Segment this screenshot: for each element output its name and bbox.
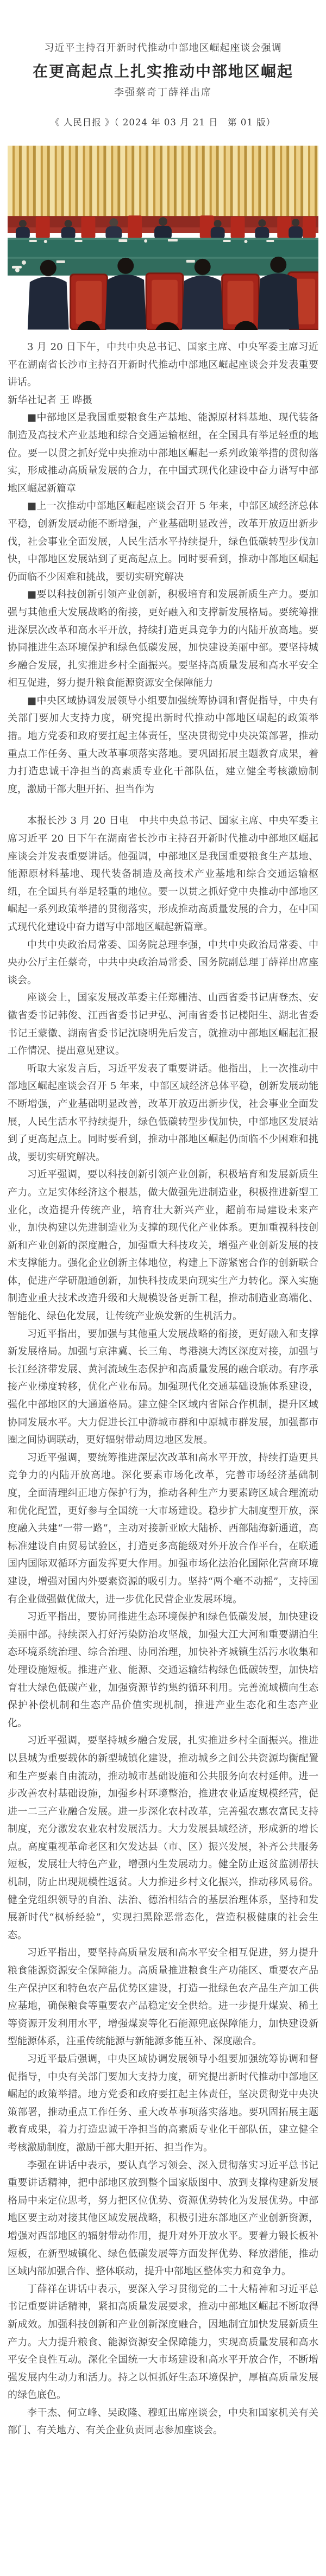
article-body bbox=[8, 812, 318, 2440]
article-paragraph: 座谈会上，国家发展改革委主任郑栅洁、山西省委书记唐登杰、安徽省委书记韩俊、江西省委书记尹弘、河南省委书记楼阳生、湖北省委书记王蒙徽、湖南省委书记沈晓明先后发言，就推动中部地区崛起汇报工作情况、提出意见建议。 bbox=[8, 992, 318, 1057]
caption-block bbox=[8, 339, 318, 409]
article-paragraph: 李干杰、何立峰、吴政隆、穆虹出席座谈会，中央和国家机关有关部门、有关地方、有关企业负责同志参加座谈会。 bbox=[8, 2407, 318, 2437]
byline: 李强蔡奇丁薛祥出席 bbox=[114, 87, 212, 98]
highlight-item: ■要以科技创新引领产业创新，积极培育和发展新质生产力。要加强与其他重大发展战略的衔接，更好融入和支撑新发展格局。要统筹推进深层次改革和高水平开放，持续打造更具竞争力的内陆开放高地。要协同推进生态环境保护和绿色低碳发展，加快建设美丽中部。要坚持城乡融合发展，扎实推进乡村全面振兴。要坚持高质量发展和高水平安全相互促进，努力提升粮食能源资源安全保障能力 bbox=[8, 589, 318, 689]
gold-curtain bbox=[8, 146, 318, 218]
article-paragraph: 习近平最后强调，中央区域协调发展领导小组要加强统筹协调和督促指导，中央有关部门要加大支持力度，研究提出新时代推动中部地区崛起的政策举措。地方党委和政府要扛起主体责任，坚决贯彻党中央决策部署，推动重点工作任务、重大改革事项落实落地。要巩固拓展主题教育成果，着力打造忠诚干净担当的高素质专业化干部队伍，建立健全考核激励制度，激励干部大胆开拓、担当作为。 bbox=[8, 2053, 318, 2153]
photo-credit: 新华社记者 王 晔摄 bbox=[8, 394, 92, 406]
article-paragraph: 习近平指出，要加强与其他重大发展战略的衔接，更好融入和支撑新发展格局。加强与京津冀、长三角、粤港澳大湾区深度对接，加强与长江经济带发展、黄河流域生态保护和高质量发展的融合联动。有序承接产业梯度转移，优化产业布局。加强现代化交通基础设施体系建设，强化中部地区的大通道格局。建立健全区域内省际合作机制，提升区域协同发展水平。大力促进长江中游城市群和中原城市群发展，加强都市圈之间协调联动，更好辐射带动周边地区发展。 bbox=[8, 1328, 318, 1446]
article-paragraph: 本报长沙 3 月 20 日电 中共中央总书记、国家主席、中央军委主席习近平 20 日下午在湖南省长沙市主持召开新时代推动中部地区崛起座谈会并发表重要讲话。他强调，中部地区是我国重要粮食生产基地、能源原材料基地、现代装备制造及高技术产业基地和综合交通运输枢纽，在全国具有举足轻重的地位。要一以贯之抓好党中央推动中部地区崛起一系列政策举措的贯彻落实，形成推动高质量发展的合力，在中国式现代化建设中奋力谱写中部地区崛起新篇章。 bbox=[8, 815, 318, 933]
article-paragraph: 丁薛祥在讲话中表示，要深入学习贯彻党的二十大精神和习近平总书记重要讲话精神，紧扣高质量发展要求，推动中部地区崛起不断取得新成效。加强科技创新和产业创新深度融合，因地制宜加快发展新质生产力。大力提升粮食、能源资源安全保障能力，实现高质量发展和高水平安全良性互动。深化全国统一大市场建设和高水平开放合作，不断增强发展内生动力和活力。持之以恒抓好生态环境保护，厚植高质量发展的绿色底色。 bbox=[8, 2283, 318, 2401]
photo-caption: 3 月 20 日下午，中共中央总书记、国家主席、中央军委主席习近平在湖南省长沙市主持召开新时代推动中部地区崛起座谈会并发表重要讲话。 bbox=[8, 341, 318, 389]
article-paragraph: 中共中央政治局常委、国务院总理李强，中共中央政治局常委、中央办公厅主任蔡奇，中共中央政治局常委、国务院副总理丁薛祥出席座谈会。 bbox=[8, 939, 318, 986]
article-paragraph: 习近平强调，要坚持城乡融合发展，扎实推进乡村全面振兴。推进以县城为重要载体的新型城镇化建设，推动城乡之间公共资源均衡配置和生产要素自由流动，推动城市基础设施和公共服务向农村延伸。进一步改善农村基础设施，加强乡村环境整治，推进农业适度规模经营，促进一二三产业融合发展。进一步深化农村改革，完善强农惠农富民支持制度，充分激发农业农村发展活力。大力发展县域经济，形成新的增长点。高度重视革命老区和欠发达县（市、区）振兴发展，补齐公共服务短板，发展壮大特色产业，增强内生发展动力。健全防止返贫监测帮扶机制，防止出现规模性返贫。大力推进乡村文化振兴，推动移风易俗。健全党组织领导的自治、法治、德治相结合的基层治理体系，坚持和发展新时代“枫桥经验”，实现扫黑除恶常态化，营造积极健康的社会生态。 bbox=[8, 1735, 318, 1941]
kicker-line: 习近平主持召开新时代推动中部地区崛起座谈会强调 bbox=[44, 42, 282, 54]
highlight-summary-section bbox=[8, 409, 318, 798]
article-paragraph: 习近平强调，要统筹推进深层次改革和高水平开放，持续打造更具竞争力的内陆开放高地。深化要素市场化改革，完善市场经济基础制度，全面清理纠正地方保护行为，推动各种生产力要素跨区域合理流动和优化配置，更好参与全国统一大市场建设。稳步扩大制度型开放，深度融入共建“一带一路”，主动对接新亚欧大陆桥、西部陆海新通道，高标准建设自由贸易试验区，打造更多高能级对外开放合作平台，在联通国内国际双循环方面发挥更大作用。加强市场化法治化国际化营商环境建设，增强对国内外要素资源的吸引力。坚持“两个毫不动摇”，支持国有企业做强做优做大，进一步优化民营企业发展环境。 bbox=[8, 1452, 318, 1605]
article-paragraph: 李强在讲话中表示，要认真学习领会、深入贯彻落实习近平总书记重要讲话精神，把中部地区放到整个国家版图中、放到支撑构建新发展格局中来定位思考，努力把区位优势、资源优势转化为发展优势。中部地区要主动对接其他区域发展战略，积极引进东部地区产业创新资源，增强对西部地区的辐射带动作用，提升对外开放水平。要着力锻长板补短板，在新型城镇化、绿色低碳发展等方面发挥优势、释放潜能，推动区域内部加强合作、整体联动，提升中部地区整体实力和竞争力。 bbox=[8, 2159, 318, 2278]
meeting-photo-illustration bbox=[8, 145, 318, 330]
page-title: 在更高起点上扎实推动中部地区崛起 bbox=[32, 62, 293, 80]
highlight-item: ■中央区域协调发展领导小组要加强统筹协调和督促指导，中央有关部门要加大支持力度，研究提出新时代推动中部地区崛起的政策举措。地方党委和政府要扛起主体责任，坚决贯彻党中央决策部署，推动重点工作任务、重大改革事项落实落地。要巩固拓展主题教育成果，着力打造忠诚干净担当的高素质专业化干部队伍，建立健全考核激励制度，激励干部大胆开拓、担当作为 bbox=[8, 695, 318, 795]
article-paragraph: 听取大家发言后，习近平发表了重要讲话。他指出，上一次推动中部地区崛起座谈会召开 5 年来，中部区域经济总体平稳，创新发展动能不断增强，产业基础明显改善，改革开放迈出新步伐，社会事业全面发展，人民生活水平持续提升，绿色低碳转型步伐加快，中部地区发展站到了更高起点上。同时要看到，推动中部地区崛起仍面临不少困难和挑战，要切实研究解决。 bbox=[8, 1063, 318, 1163]
article-paragraph: 习近平指出，要坚持高质量发展和高水平安全相互促进，努力提升粮食能源资源安全保障能力。高质量推进粮食生产功能区、重要农产品生产保护区和特色农产品优势区建设，打造一批绿色农产品生产加工供应基地，确保粮食等重要农产品稳定安全供给。进一步提升煤炭、稀土等资源开发利用水平，增强煤炭等化石能源兜底保障能力，加快建设新型能源体系，注重传统能源与新能源多能互补、深度融合。 bbox=[8, 1947, 318, 2047]
article-paragraph: 习近平强调，要以科技创新引领产业创新，积极培育和发展新质生产力。立足实体经济这个根基，做大做强先进制造业，积极推进新型工业化，改造提升传统产业，培育壮大新兴产业，超前布局建设未来产业，加快构建以先进制造业为支撑的现代化产业体系。更加重视科技创新和产业创新的深度融合，加强重大科技攻关，增强产业创新发展的技术支撑能力。强化企业创新主体地位，构建上下游紧密合作的创新联合体，促进产学研融通创新，加快科技成果向现实生产力转化。深入实施制造业重大技术改造升级和大规模设备更新工程，推动制造业高端化、智能化、绿色化发展，让传统产业焕发新的生机活力。 bbox=[8, 1169, 318, 1322]
article-paragraph: 习近平指出，要协同推进生态环境保护和绿色低碳发展，加快建设美丽中部。持续深入打好污染防治攻坚战，加强大江大河和重要湖泊生态环境系统治理、综合治理、协同治理，加快补齐城镇生活污水收集和处理设施短板。推进产业、能源、交通运输结构绿色低碳转型，加快培育壮大绿色低碳产业，加强资源节约集约循环利用。完善流域横向生态保护补偿机制和生态产品价值实现机制，推进产业生态化和生态产业化。 bbox=[8, 1611, 318, 1729]
highlight-item: ■中部地区是我国重要粮食生产基地、能源原材料基地、现代装备制造及高技术产业基地和综合交通运输枢纽，在全国具有举足轻重的地位。要一以贯之抓好党中央推动中部地区崛起一系列政策举措的贯彻落实，形成推动高质量发展的合力，在中国式现代化建设中奋力谱写中部地区崛起新篇章 bbox=[8, 412, 318, 494]
article-header bbox=[8, 0, 318, 128]
highlight-item: ■上一次推动中部地区崛起座谈会召开 5 年来，中部区域经济总体平稳，创新发展动能不断增强，产业基础明显改善，改革开放迈出新步伐，社会事业全面发展，人民生活水平持续提升，绿色低碳转型步伐加快，中部地区发展站到了更高起点上。同时要看到，推动中部地区崛起仍面临不少困难和挑战，要切实研究解决 bbox=[8, 500, 318, 583]
meeting-photo bbox=[8, 145, 318, 330]
publication-source-line: 《 人民日报 》（ 2024 年 03 月 21 日 第 01 版） bbox=[50, 117, 276, 128]
